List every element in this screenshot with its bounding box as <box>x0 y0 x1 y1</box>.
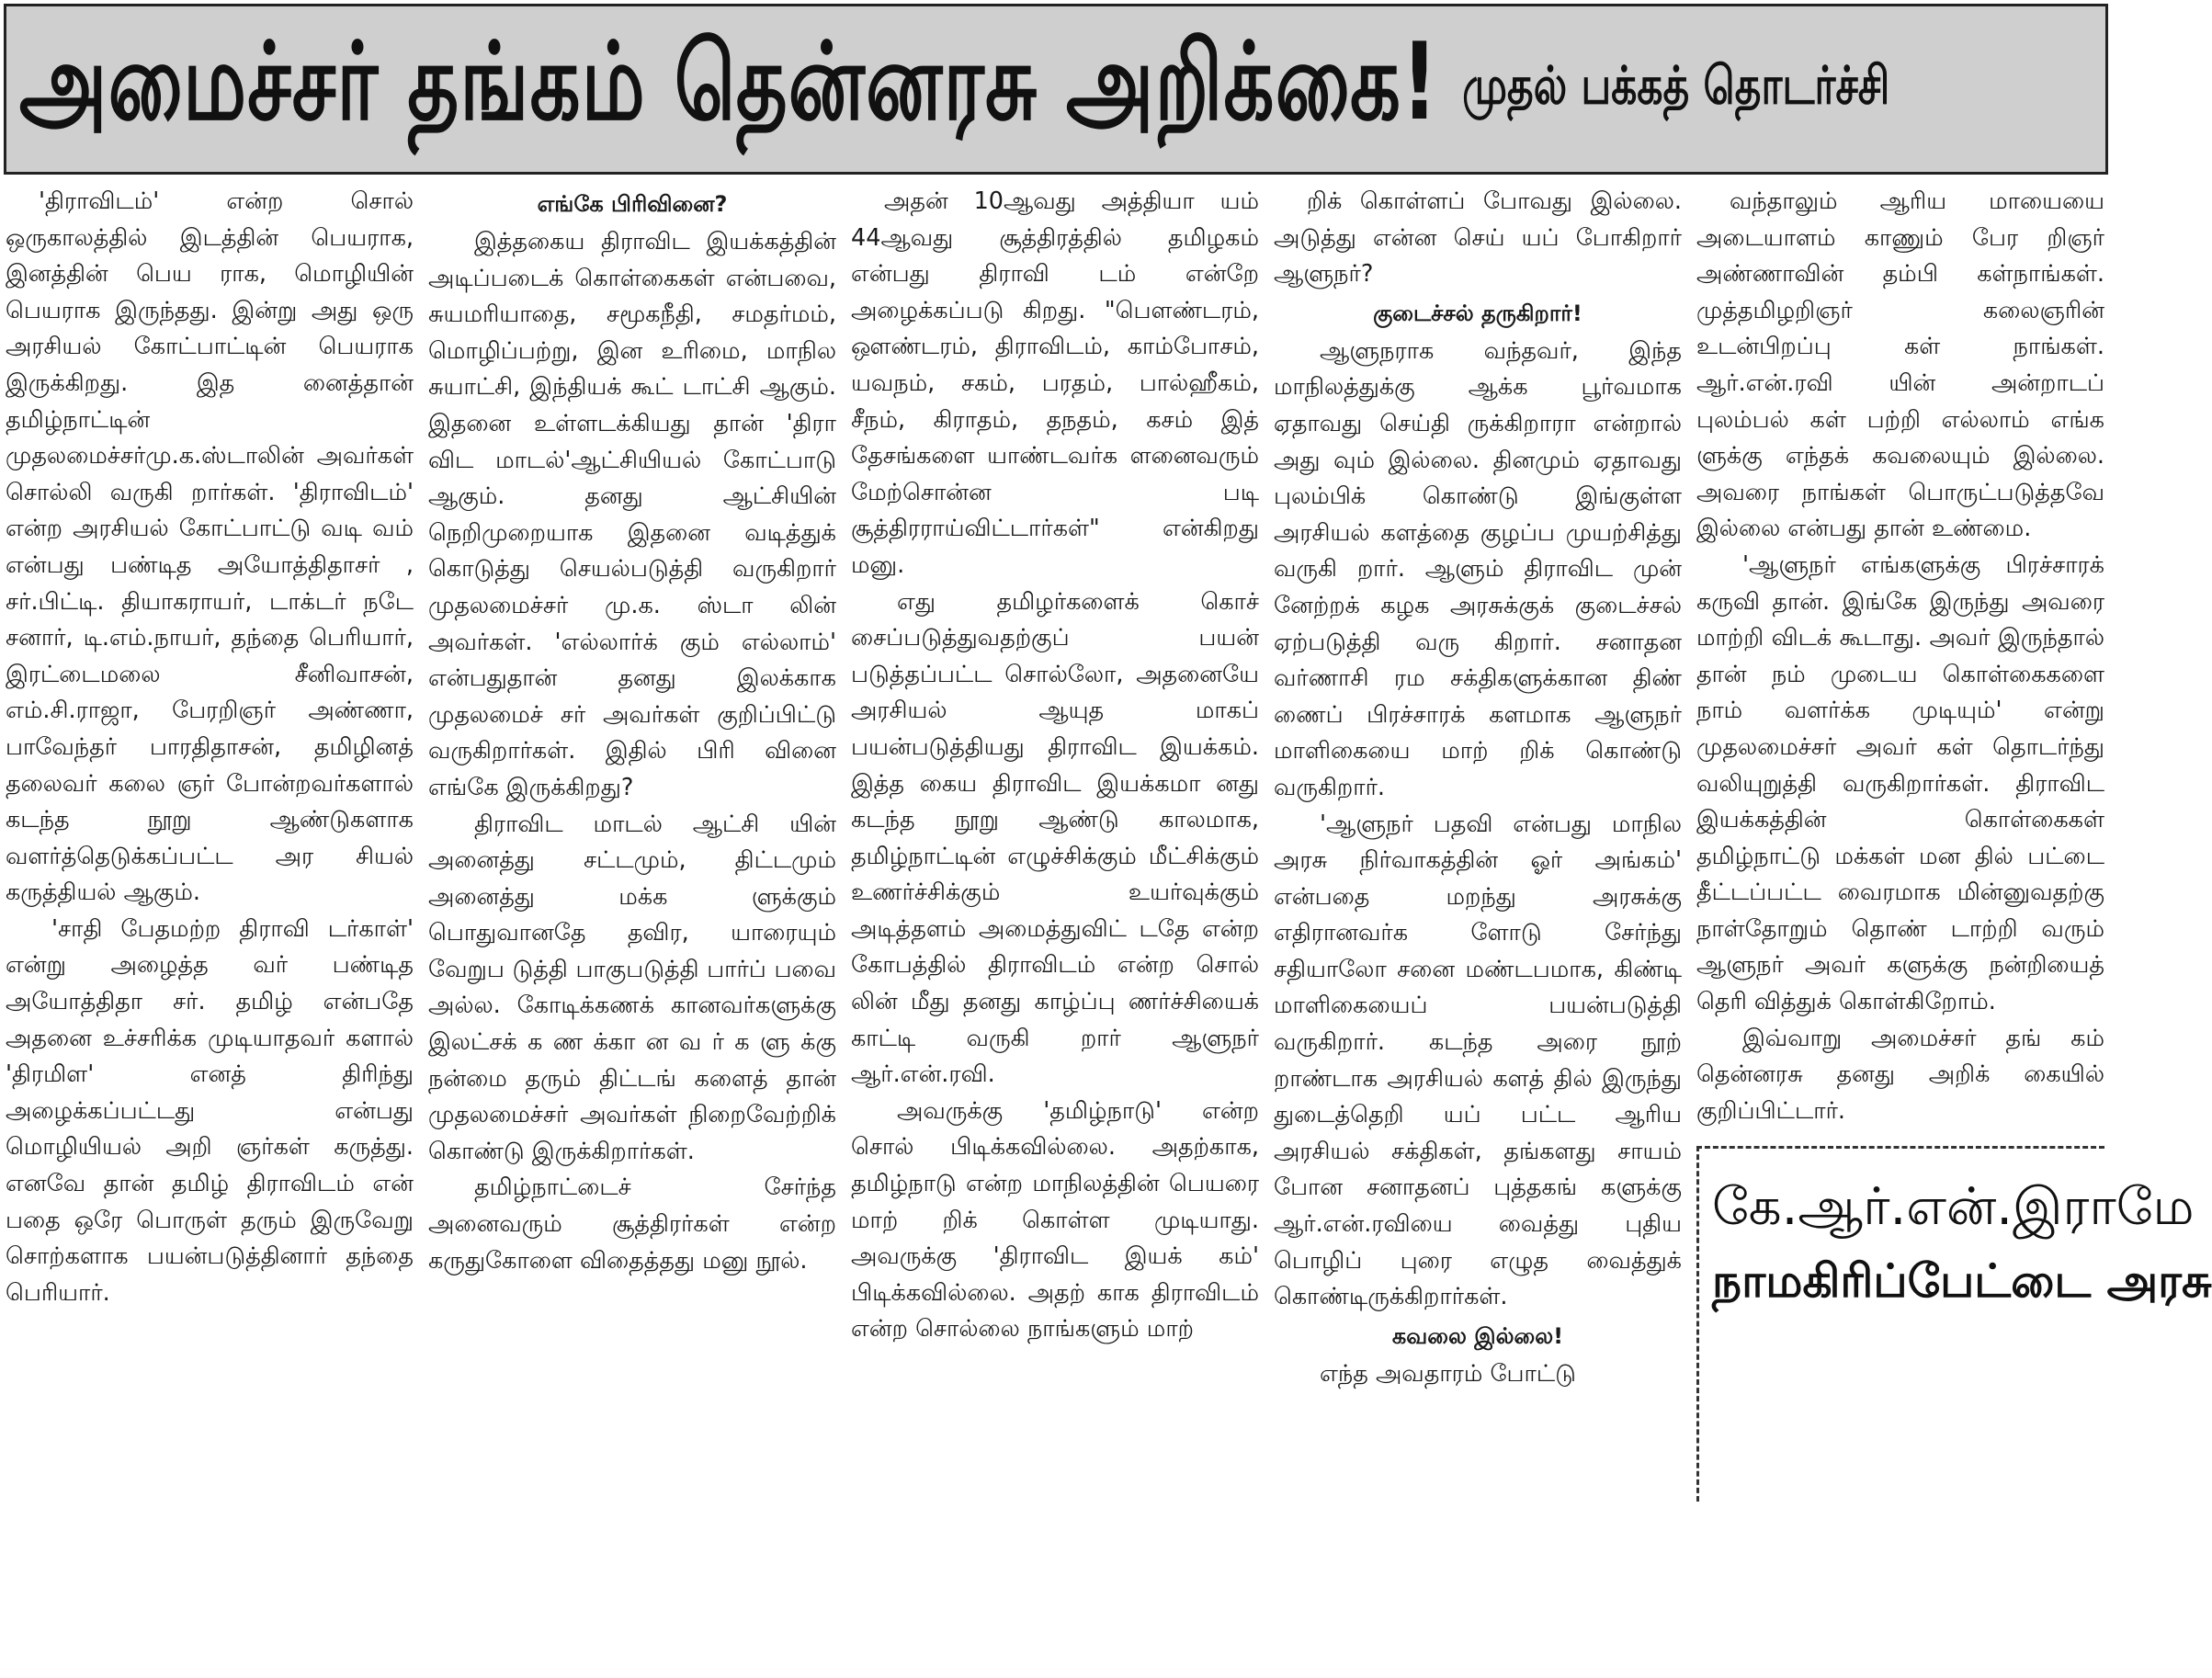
column-5 <box>1696 184 2212 1672</box>
col1-paragraph-1: 'திராவிடம்' என்ற சொல் ஒருகாலத்தில் இடத்தின் பெயராக, இனத்தின் பெய ராக, மொழியின் பெயராக இருந்தது. இன்று அது ஒரு அரசியல் கோட்பாட்டின் பெயராக இருக்கிறது. இத னைத்தான் தமிழ்நாட்டின் முதலமைச்சர்மு.க.ஸ்டாலின் அவர்கள் சொல்லி வருகி றார்கள். 'திராவிடம்' என்ற அரசியல் கோட்பாட்டு வடி வம் என்பது பண்டித அயோத்திதாசர் , சர்.பிட்டி. தியாகராயர், டாக்டர் நடே சனார், டி.எம்.நாயர், தந்தை பெரியார், இரட்டைமலை சீனிவாசன், எம்.சி.ராஜா, பேரறிஞர் அண்ணா, பாவேந்தர் பாரதிதாசன், தமிழினத் தலைவர் கலை ஞர் போன்றவர்களால் கடந்த நூறு ஆண்டுகளாக வளர்த்தெடுக்கப்பட்ட அர சியல் கருத்தியல் ஆகும். <box>6 187 414 907</box>
subheading-where-is-separation: எங்கே பிரிவினை? <box>537 191 728 217</box>
column-2 <box>428 184 836 1672</box>
subheading-harassment: குடைச்சல் தருகிறார்! <box>1373 300 1582 326</box>
col3-paragraph-1: அதன் 10ஆவது அத்தியா யம் 44ஆவது சூத்திரத்தில் தமிழகம் என்பது திராவி டம் என்றே அழைக்கப்படு கிறது. "பௌண்டரம், ஔண்டரம், திராவிடம், காம்போசம், யவநம், சகம், பரதம், பால்ஹீகம், சீநம், கிராதம், தநதம், கசம் இத் தேசங்களை யாண்டவர்க ளனைவரும் மேற்சொன்ன படி சூத்திரராய்விட்டார்கள்" என்கிறது மனு. <box>851 187 1259 579</box>
col1-paragraph-2: 'சாதி பேதமற்ற திராவி டர்காள்' என்று அழைத்த வர் பண்டித அயோத்திதா சர். தமிழ் என்பதே அதனை உச்சரிக்க முடியாதவர் களால் 'திரமிள' எனத் திரிந்து அழைக்கப்பட்டது என்பது மொழியியல் அறி ஞர்கள் கருத்து. எனவே தான் தமிழ் திராவிடம் என் பதை ஒரே பொருள் தரும் இருவேறு சொற்களாக பயன்படுத்தினார் தந்தை பெரியார். <box>6 914 414 1307</box>
column-4 <box>1274 184 1682 1672</box>
col3-paragraph-3: அவருக்கு 'தமிழ்நாடு' என்ற சொல் பிடிக்கவில்லை. அதற்காக, தமிழ்நாடு என்ற மாநிலத்தின் பெயரை மாற் றிக் கொள்ள முடியாது. அவருக்கு 'திராவிட இயக் கம்' பிடிக்கவில்லை. அதற் காக திராவிடம் என்ற சொல்லை நாங்களும் மாற் <box>851 1096 1259 1344</box>
article-columns <box>6 184 2212 1672</box>
col2-paragraph-3: தமிழ்நாட்டைச் சேர்ந்த அனைவரும் சூத்திரர்கள் என்ற கருதுகோளை விதைத்தது மனு நூல். <box>428 1173 836 1275</box>
col4-paragraph-4: எந்த அவதாரம் போட்டு <box>1320 1359 1576 1388</box>
col4-paragraph-3: 'ஆளுநர் பதவி என்பது மாநில அரசு நிர்வாகத்தின் ஓர் அங்கம்' என்பதை மறந்து அரசுக்கு எதிரானவர்க ளோடு சேர்ந்து சதியாலோ சனை மண்டபமாக, கிண்டி மாளிகையைப் பயன்படுத்தி வருகிறார். கடந்த அரை நூற் றாண்டாக அரசியல் களத் தில் இருந்து துடைத்தெறி யப் பட்ட ஆரிய அரசியல் சக்திகள், தங்களது சாயம் போன சனாதனப் புத்தகங் களுக்கு ஆர்.என்.ரவியை வைத்து புதிய பொழிப் புரை எழுத வைத்துக் கொண்டிருக்கிறார்கள். <box>1274 810 1682 1311</box>
box-author-name: கே.ஆர்.என்.இராமே <box>1712 1177 2195 1238</box>
col5-paragraph-3: இவ்வாறு அமைச்சர் தங் கம் தென்னரசு தனது அறிக் கையில் குறிப்பிட்டார். <box>1696 1024 2104 1125</box>
col2-paragraph-1: இத்தகைய திராவிட இயக்கத்தின் அடிப்படைக் கொள்கைகள் என்பவை, சுயமரியாதை, சமூகநீதி, சமதர்மம், மொழிப்பற்று, இன உரிமை, மாநில சுயாட்சி, இந்தியக் கூட் டாட்சி ஆகும். இதனை உள்ளடக்கியது தான் 'திரா விட மாடல்'ஆட்சியியல் கோட்பாடு ஆகும். தனது ஆட்சியின் நெறிமுறையாக இதனை வடித்துக் கொடுத்து செயல்படுத்தி வருகிறார் முதலமைச்சர் மு.க. ஸ்டா லின் அவர்கள். 'எல்லார்க் கும் எல்லாம்' என்பதுதான் தனது இலக்காக முதலமைச் சர் அவர்கள் குறிப்பிட்டு வருகிறார்கள். இதில் பிரி வினை எங்கே இருக்கிறது? <box>428 228 836 801</box>
headline-bar <box>4 4 2108 175</box>
headline-title: அமைச்சர் தங்கம் தென்னரசு அறிக்கை! <box>19 20 1439 145</box>
col5-paragraph-2: 'ஆளுநர் எங்களுக்கு பிரச்சாரக் கருவி தான். இங்கே இருந்து அவரை மாற்றி விடக் கூடாது. அவர் இருந்தால் தான் நம் முடைய கொள்கைகளை நாம் வளர்க்க முடியும்' என்று முதலமைச்சர் அவர் கள் தொடர்ந்து வலியுறுத்தி வருகிறார்கள். திராவிட இயக்கத்தின் கொள்கைகள் தமிழ்நாட்டு மக்கள் மன தில் பட்டை தீட்டப்பட்ட வைரமாக மின்னுவதற்கு நாள்தோறும் தொண் டாற்றி வரும் ஆளுநர் அவர் களுக்கு நன்றியைத் தெரி வித்துக் கொள்கிறோம். <box>1696 550 2104 1016</box>
subheading-no-worry: கவலை இல்லை! <box>1391 1322 1564 1349</box>
headline-continuation: முதல் பக்கத் தொடர்ச்சி <box>1462 54 1890 117</box>
col5-paragraph-1: வந்தாலும் ஆரிய மாயையை அடையாளம் காணும் பேர றிஞர் அண்ணாவின் தம்பி கள்நாங்கள். முத்தமிழறிஞர் கலைஞரின் உடன்பிறப்பு கள் நாங்கள். ஆர்.என்.ரவி யின் அன்றாடப் புலம்பல் கள் பற்றி எல்லாம் எங்க ளுக்கு எந்தக் கவலையும் இல்லை. அவரை நாங்கள் பொருட்படுத்தவே இல்லை என்பது தான் உண்மை. <box>1696 187 2104 543</box>
col2-paragraph-2: திராவிட மாடல் ஆட்சி யின் அனைத்து சட்டமும், திட்டமும் அனைத்து மக்க ளுக்கும் பொதுவானதே தவிர, யாரையும் வேறுப டுத்தி பாகுபடுத்தி பார்ப் பவை அல்ல. கோடிக்கணக் கானவர்களுக்கு இலட்சக் க ண க்கா ன வ ர் க ளு க்கு நன்மை தரும் திட்டங் களைத் தான் முதலமைச்சர் அவர்கள் நிறைவேற்றிக் கொண்டு இருக்கிறார்கள். <box>428 810 836 1165</box>
adjacent-article-box <box>1696 1146 2212 1502</box>
column-1 <box>6 184 414 1672</box>
column-3 <box>851 184 1259 1672</box>
box-headline: நாமகிரிப்பேட்டை அரசு <box>1712 1254 2212 1309</box>
col4-paragraph-2: ஆளுநராக வந்தவர், இந்த மாநிலத்துக்கு ஆக்க பூர்வமாக ஏதாவது செய்தி ருக்கிறாரா என்றால் அது வும் இல்லை. தினமும் ஏதாவது புலம்பிக் கொண்டு இங்குள்ள அரசியல் களத்தை குழப்ப முயற்சித்து வருகி றார். ஆளும் திராவிட முன் னேற்றக் கழக அரசுக்குக் குடைச்சல் ஏற்படுத்தி வரு கிறார். சனாதன வர்ணாசி ரம சக்திகளுக்கான திண் ணைப் பிரச்சாரக் களமாக ஆளுநர் மாளிகையை மாற் றிக் கொண்டு வருகிறார். <box>1274 336 1682 801</box>
col3-paragraph-2: எது தமிழர்களைக் கொச் சைப்படுத்துவதற்குப் பயன் படுத்தப்பட்ட சொல்லோ, அதனையே அரசியல் ஆயுத மாகப் பயன்படுத்தியது திராவிட இயக்கம். இத்த கைய திராவிட இயக்கமா னது கடந்த நூறு ஆண்டு காலமாக, தமிழ்நாட்டின் எழுச்சிக்கும் மீட்சிக்கும் உணர்ச்சிக்கும் உயர்வுக்கும் அடித்தளம் அமைத்துவிட் டதே என்ற கோபத்தில் திராவிடம் என்ற சொல் லின் மீது தனது காழ்ப்பு ணர்ச்சியைக் காட்டி வருகி றார் ஆளுநர் ஆர்.என்.ரவி. <box>851 587 1259 1089</box>
col4-paragraph-1: றிக் கொள்ளப் போவது இல்லை. அடுத்து என்ன செய் யப் போகிறார் ஆளுநர்? <box>1274 187 1682 289</box>
